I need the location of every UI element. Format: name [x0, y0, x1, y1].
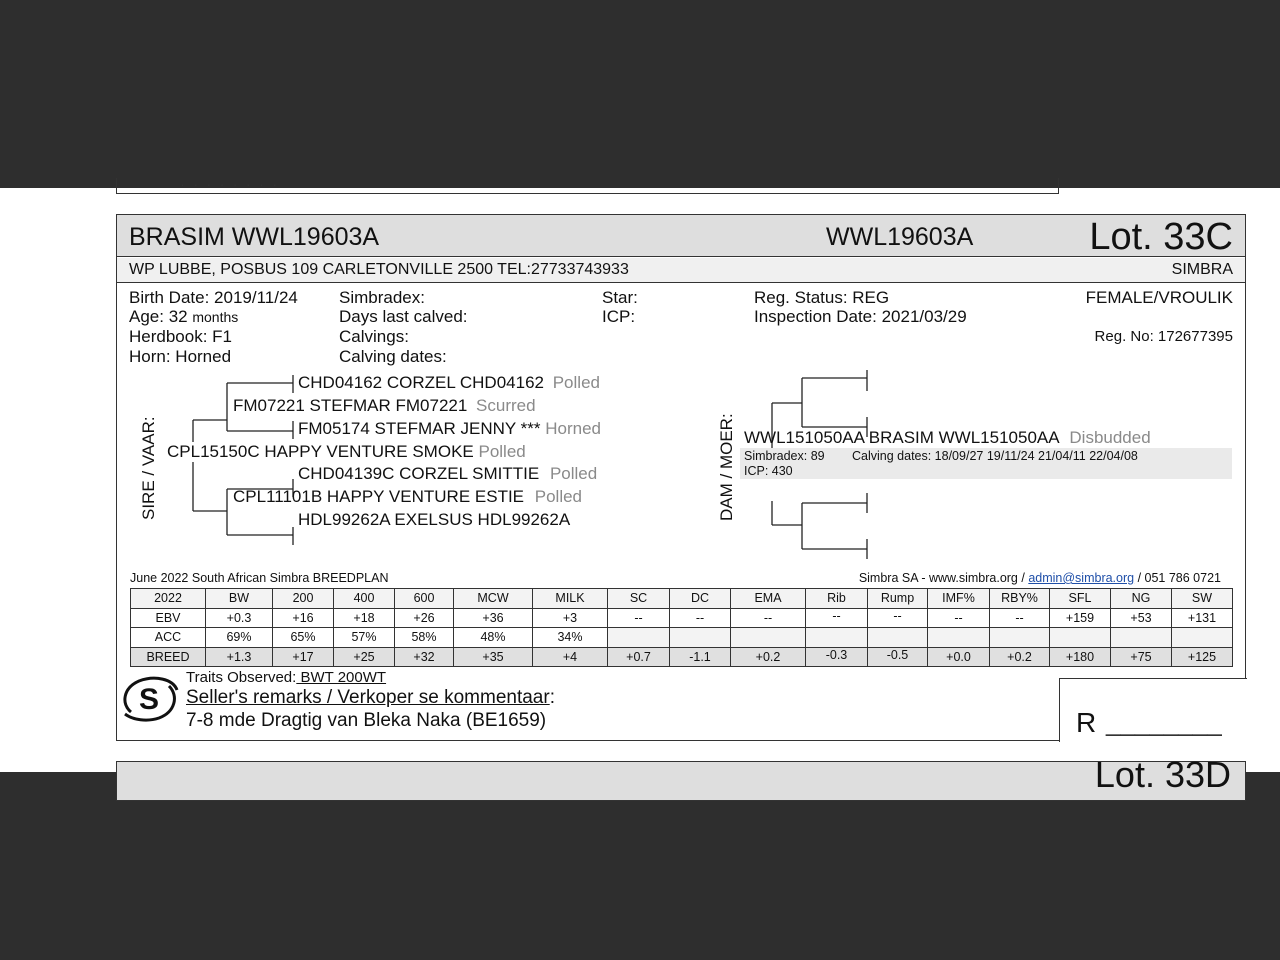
- table-cell: 400: [334, 589, 395, 609]
- remarks-label: Seller's remarks / Verkoper se kommentaar: [186, 687, 550, 708]
- table-cell: NG: [1111, 589, 1172, 609]
- sire-dam-dam: [298, 510, 570, 530]
- breedplan-table: [130, 588, 1233, 667]
- sire-dam-sire: [298, 464, 597, 484]
- contact-email-link[interactable]: admin@simbra.org: [1028, 571, 1135, 585]
- ancestor-name: FM07221 STEFMAR FM07221: [233, 396, 468, 415]
- table-cell: +18: [334, 608, 395, 628]
- table-cell: +1.3: [206, 647, 273, 667]
- logo-letter: S: [139, 683, 160, 716]
- table-cell: BW: [206, 589, 273, 609]
- table-cell: 2022: [131, 589, 206, 609]
- table-cell: IMF%: [928, 589, 990, 609]
- reg-number: Reg. No: 172677395: [1094, 328, 1233, 345]
- price-box: [1059, 678, 1247, 742]
- table-cell: RBY%: [990, 589, 1050, 609]
- sex: FEMALE/VROULIK: [1085, 288, 1233, 307]
- reg-status: Reg. Status: REG: [754, 288, 890, 307]
- table-cell: +0.0: [928, 647, 990, 667]
- sire-sire-sire: [298, 373, 600, 393]
- table-cell: +125: [1172, 647, 1233, 667]
- table-cell: ACC: [131, 628, 206, 648]
- ancestor-name: CHD04162 CORZEL CHD04162: [298, 373, 544, 392]
- lot-number: Lot. 33C: [1089, 216, 1233, 258]
- table-cell: DC: [670, 589, 731, 609]
- price-entry-line[interactable]: ________: [1106, 707, 1222, 737]
- sellers-remarks-heading: [186, 687, 555, 709]
- table-cell: +131: [1172, 608, 1233, 628]
- table-cell: +4: [533, 647, 608, 667]
- table-cell: --: [670, 608, 731, 628]
- breed-name: SIMBRA: [1171, 261, 1233, 278]
- sire-dam: [233, 487, 582, 507]
- age-value: Age: 32: [129, 307, 188, 326]
- table-cell: --: [928, 608, 990, 628]
- ancestor-name: CHD04139C CORZEL SMITTIE: [298, 464, 540, 483]
- table-cell: [806, 628, 868, 648]
- sire-label: SIRE / VAAR:: [139, 416, 158, 520]
- inspection-date: Inspection Date: 2021/03/29: [754, 307, 967, 326]
- table-cell: --: [990, 608, 1050, 628]
- ancestor-status: Polled: [478, 442, 526, 461]
- traits-value: BWT 200WT: [296, 669, 387, 686]
- remarks-colon: :: [549, 687, 555, 708]
- table-cell: [731, 628, 806, 648]
- table-cell: +17: [273, 647, 334, 667]
- table-cell: 48%: [454, 628, 533, 648]
- table-row-ebv: [131, 608, 1233, 628]
- ancestor-name: HDL99262A EXELSUS HDL99262A: [298, 510, 571, 529]
- table-cell: 600: [395, 589, 454, 609]
- table-cell: [608, 628, 670, 648]
- table-cell: +16: [273, 608, 334, 628]
- ancestor-name: CPL15150C HAPPY VENTURE SMOKE: [167, 442, 474, 461]
- contact-phone: / 051 786 0721: [1137, 571, 1221, 585]
- simbradex-label: Simbradex:: [339, 288, 425, 307]
- calving-dates-label: Calving dates:: [339, 347, 447, 366]
- table-cell: Rump: [868, 589, 928, 609]
- table-cell: +32: [395, 647, 454, 667]
- catalogue-page: [0, 176, 1280, 795]
- table-cell: SFL: [1050, 589, 1111, 609]
- traits-observed: [186, 669, 386, 686]
- owner-address: WP LUBBE, POSBUS 109 CARLETONVILLE 2500 TEL:27733743933: [129, 261, 629, 278]
- pedigree-tree: [117, 215, 1245, 575]
- table-cell: [1111, 628, 1172, 648]
- table-cell: [928, 628, 990, 648]
- table-header-row: [131, 589, 1233, 609]
- table-cell: --: [608, 608, 670, 628]
- table-cell: 65%: [273, 628, 334, 648]
- table-cell: SC: [608, 589, 670, 609]
- table-cell: 69%: [206, 628, 273, 648]
- table-row-breed: [131, 647, 1233, 667]
- star-label: Star:: [602, 288, 638, 307]
- ancestor-name: CPL11101B HAPPY VENTURE ESTIE: [233, 487, 525, 506]
- table-cell: +53: [1111, 608, 1172, 628]
- table-cell: -1.1: [670, 647, 731, 667]
- table-cell: [868, 628, 928, 648]
- animal-id: WWL19603A: [826, 223, 974, 251]
- breedplan-title: June 2022 South African Simbra BREEDPLAN: [130, 571, 389, 585]
- ancestor-status: Polled: [549, 464, 598, 483]
- table-cell: +0.3: [206, 608, 273, 628]
- table-cell: -0.3: [806, 647, 868, 667]
- calvings-label: Calvings:: [339, 327, 409, 346]
- traits-label: Traits Observed:: [186, 669, 297, 686]
- table-cell: +180: [1050, 647, 1111, 667]
- horn: Horn: Horned: [129, 347, 232, 366]
- table-cell: +26: [395, 608, 454, 628]
- sire-sire: [233, 396, 536, 416]
- ancestor-name: WWL151050AA BRASIM WWL151050AA: [744, 428, 1059, 447]
- table-cell: 57%: [334, 628, 395, 648]
- table-cell: 200: [273, 589, 334, 609]
- table-cell: EMA: [731, 589, 806, 609]
- sellers-remarks-text: 7-8 mde Dragtig van Bleka Naka (BE1659): [186, 710, 547, 731]
- ancestor-status: Disbudded: [1069, 428, 1151, 447]
- table-cell: +25: [334, 647, 395, 667]
- dam-label: DAM / MOER:: [717, 413, 736, 521]
- table-cell: [1172, 628, 1233, 648]
- table-cell: +75: [1111, 647, 1172, 667]
- table-cell: [670, 628, 731, 648]
- table-cell: 34%: [533, 628, 608, 648]
- next-lot-card: [116, 754, 1246, 801]
- birth-date: Birth Date: 2019/11/24: [129, 288, 298, 307]
- table-cell: -0.5: [868, 647, 928, 667]
- dam-simbradex: Simbradex: 89: [744, 449, 825, 463]
- table-cell: +0.2: [990, 647, 1050, 667]
- table-cell: +159: [1050, 608, 1111, 628]
- table-cell: --: [806, 608, 868, 628]
- table-cell: MILK: [533, 589, 608, 609]
- table-cell: +35: [454, 647, 533, 667]
- ancestor-status: Scurred: [476, 396, 536, 415]
- ancestor-status: Polled: [552, 373, 600, 392]
- table-cell: --: [731, 608, 806, 628]
- dam: [744, 428, 1151, 448]
- table-cell: [990, 628, 1050, 648]
- age-unit: months: [192, 309, 239, 325]
- dam-calving-dates: Calving dates: 18/09/27 19/11/24 21/04/11 22/04/08: [852, 449, 1138, 463]
- herdbook: Herdbook: F1: [129, 327, 232, 346]
- sire-sire-dam: [298, 419, 601, 439]
- table-row-acc: [131, 628, 1233, 648]
- table-cell: 58%: [395, 628, 454, 648]
- table-cell: EBV: [131, 608, 206, 628]
- days-last-calved-label: Days last calved:: [339, 307, 468, 326]
- next-lot-number: Lot. 33D: [1094, 754, 1231, 795]
- lot-card: [116, 214, 1246, 741]
- table-cell: +0.2: [731, 647, 806, 667]
- breedplan-contact: [859, 571, 1221, 585]
- table-cell: Rib: [806, 589, 868, 609]
- table-cell: BREED: [131, 647, 206, 667]
- previous-lot-fragment: · · · · · · · ·: [180, 176, 280, 193]
- sire: [167, 442, 526, 462]
- animal-name: BRASIM WWL19603A: [129, 223, 380, 251]
- ancestor-name: FM05174 STEFMAR JENNY ***: [298, 419, 541, 438]
- simbra-logo-icon: [119, 674, 181, 724]
- ancestor-status: Horned: [545, 419, 601, 438]
- ancestor-status: Polled: [534, 487, 583, 506]
- table-cell: MCW: [454, 589, 533, 609]
- table-cell: --: [868, 608, 928, 628]
- contact-prefix: Simbra SA - www.simbra.org /: [858, 571, 1025, 585]
- table-cell: +36: [454, 608, 533, 628]
- table-cell: [1050, 628, 1111, 648]
- table-cell: +3: [533, 608, 608, 628]
- icp-label: ICP:: [602, 307, 636, 326]
- table-cell: +0.7: [608, 647, 670, 667]
- table-cell: SW: [1172, 589, 1233, 609]
- dam-icp: ICP: 430: [744, 464, 793, 478]
- price-label: R: [1076, 707, 1097, 738]
